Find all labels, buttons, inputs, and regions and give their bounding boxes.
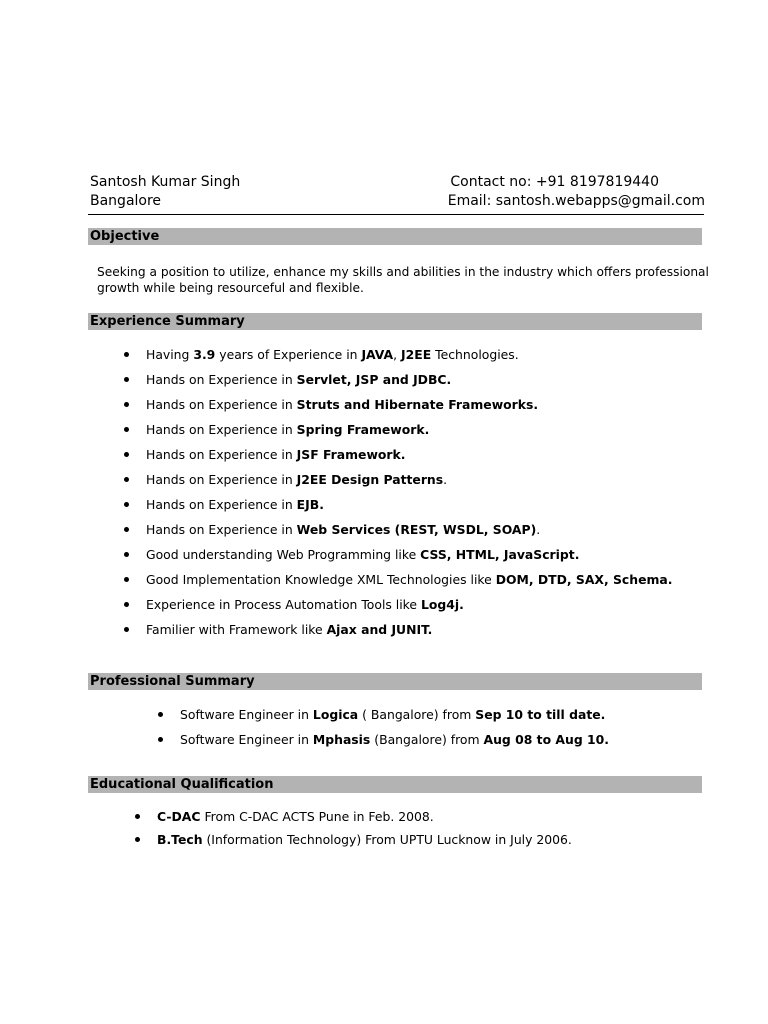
- experience-item: [146, 517, 672, 542]
- education-item: [157, 828, 572, 851]
- header-divider: [88, 214, 704, 215]
- experience-item: [146, 342, 672, 367]
- bold-text: DOM, DTD, SAX, Schema.: [495, 572, 673, 587]
- text: years of Experience in: [215, 347, 362, 362]
- bold-text: Log4j.: [420, 597, 464, 612]
- text: ( Bangalore) from: [358, 707, 476, 722]
- text: Hands on Experience in: [146, 397, 297, 412]
- bold-text: JAVA: [361, 347, 394, 362]
- email-line: [448, 192, 705, 211]
- experience-item: [146, 467, 672, 492]
- text: (Information Technology) From UPTU Lucknow in July 2006.: [202, 832, 572, 847]
- experience-item: [146, 367, 672, 392]
- experience-item: [146, 542, 672, 567]
- email-address: santosh.webapps@gmail.com: [495, 193, 705, 209]
- text: Having: [146, 347, 194, 362]
- bold-text: CSS, HTML, JavaScript.: [420, 547, 580, 562]
- education-item: [157, 805, 572, 828]
- text: Hands on Experience in: [146, 522, 297, 537]
- bold-text: 3.9: [193, 347, 216, 362]
- objective-text: Seeking a position to utilize, enhance my skills and abilities in the industry which offers professional growth while being resourceful and flexible.: [97, 265, 709, 295]
- experience-item: [146, 442, 672, 467]
- bold-text: Ajax and JUNIT.: [326, 622, 433, 637]
- bold-text: JSF Framework.: [296, 447, 406, 462]
- professional-summary-list: [180, 702, 609, 752]
- text: Software Engineer in: [180, 707, 313, 722]
- text: .: [443, 472, 448, 487]
- bold-text: Web Services (REST, WSDL, SOAP): [296, 522, 537, 537]
- bold-text: C-DAC: [157, 809, 201, 824]
- experience-item: [146, 617, 672, 642]
- experience-item: [146, 592, 672, 617]
- education-list: [157, 805, 572, 851]
- email-label: Email:: [447, 193, 492, 209]
- text: Hands on Experience in: [146, 372, 297, 387]
- text: Good Implementation Knowledge XML Technologies like: [146, 572, 496, 587]
- text: Hands on Experience in: [146, 422, 297, 437]
- text: Familier with Framework like: [146, 622, 327, 637]
- contact-line: [448, 173, 705, 192]
- header-left: [90, 173, 240, 211]
- experience-item: [146, 492, 672, 517]
- professional-item: [180, 702, 609, 727]
- text: Software Engineer in: [180, 732, 313, 747]
- bold-text: Struts and Hibernate Frameworks.: [296, 397, 539, 412]
- professional-summary-heading: Professional Summary: [88, 673, 702, 690]
- bold-text: B.Tech: [157, 832, 203, 847]
- text: Technologies.: [431, 347, 519, 362]
- bold-text: EJB.: [296, 497, 324, 512]
- experience-summary-list: [146, 342, 672, 642]
- objective-heading: Objective: [88, 228, 702, 245]
- text: Good understanding Web Programming like: [146, 547, 421, 562]
- bold-text: Servlet, JSP and JDBC.: [296, 372, 452, 387]
- bold-text: Logica: [312, 707, 359, 722]
- text: Hands on Experience in: [146, 497, 297, 512]
- bold-text: J2EE Design Patterns: [296, 472, 444, 487]
- experience-item: [146, 417, 672, 442]
- professional-item: [180, 727, 609, 752]
- education-heading: Educational Qualification: [88, 776, 702, 793]
- bold-text: Sep 10 to till date.: [475, 707, 606, 722]
- text: ,: [393, 347, 402, 362]
- text: .: [536, 522, 541, 537]
- bold-text: Aug 08 to Aug 10.: [483, 732, 609, 747]
- experience-item: [146, 392, 672, 417]
- experience-item: [146, 567, 672, 592]
- text: Hands on Experience in: [146, 447, 297, 462]
- text: (Bangalore) from: [370, 732, 484, 747]
- bold-text: Mphasis: [312, 732, 371, 747]
- bold-text: Spring Framework.: [296, 422, 430, 437]
- contact-number: +91 8197819440: [535, 174, 659, 190]
- header-right: [448, 173, 705, 211]
- text: Experience in Process Automation Tools like: [146, 597, 421, 612]
- experience-summary-heading: Experience Summary: [88, 313, 702, 330]
- candidate-name: Santosh Kumar Singh: [90, 174, 241, 190]
- candidate-city: Bangalore: [90, 193, 162, 209]
- text: Hands on Experience in: [146, 472, 297, 487]
- contact-label: Contact no:: [450, 174, 532, 190]
- bold-text: J2EE: [401, 347, 432, 362]
- text: From C-DAC ACTS Pune in Feb. 2008.: [200, 809, 434, 824]
